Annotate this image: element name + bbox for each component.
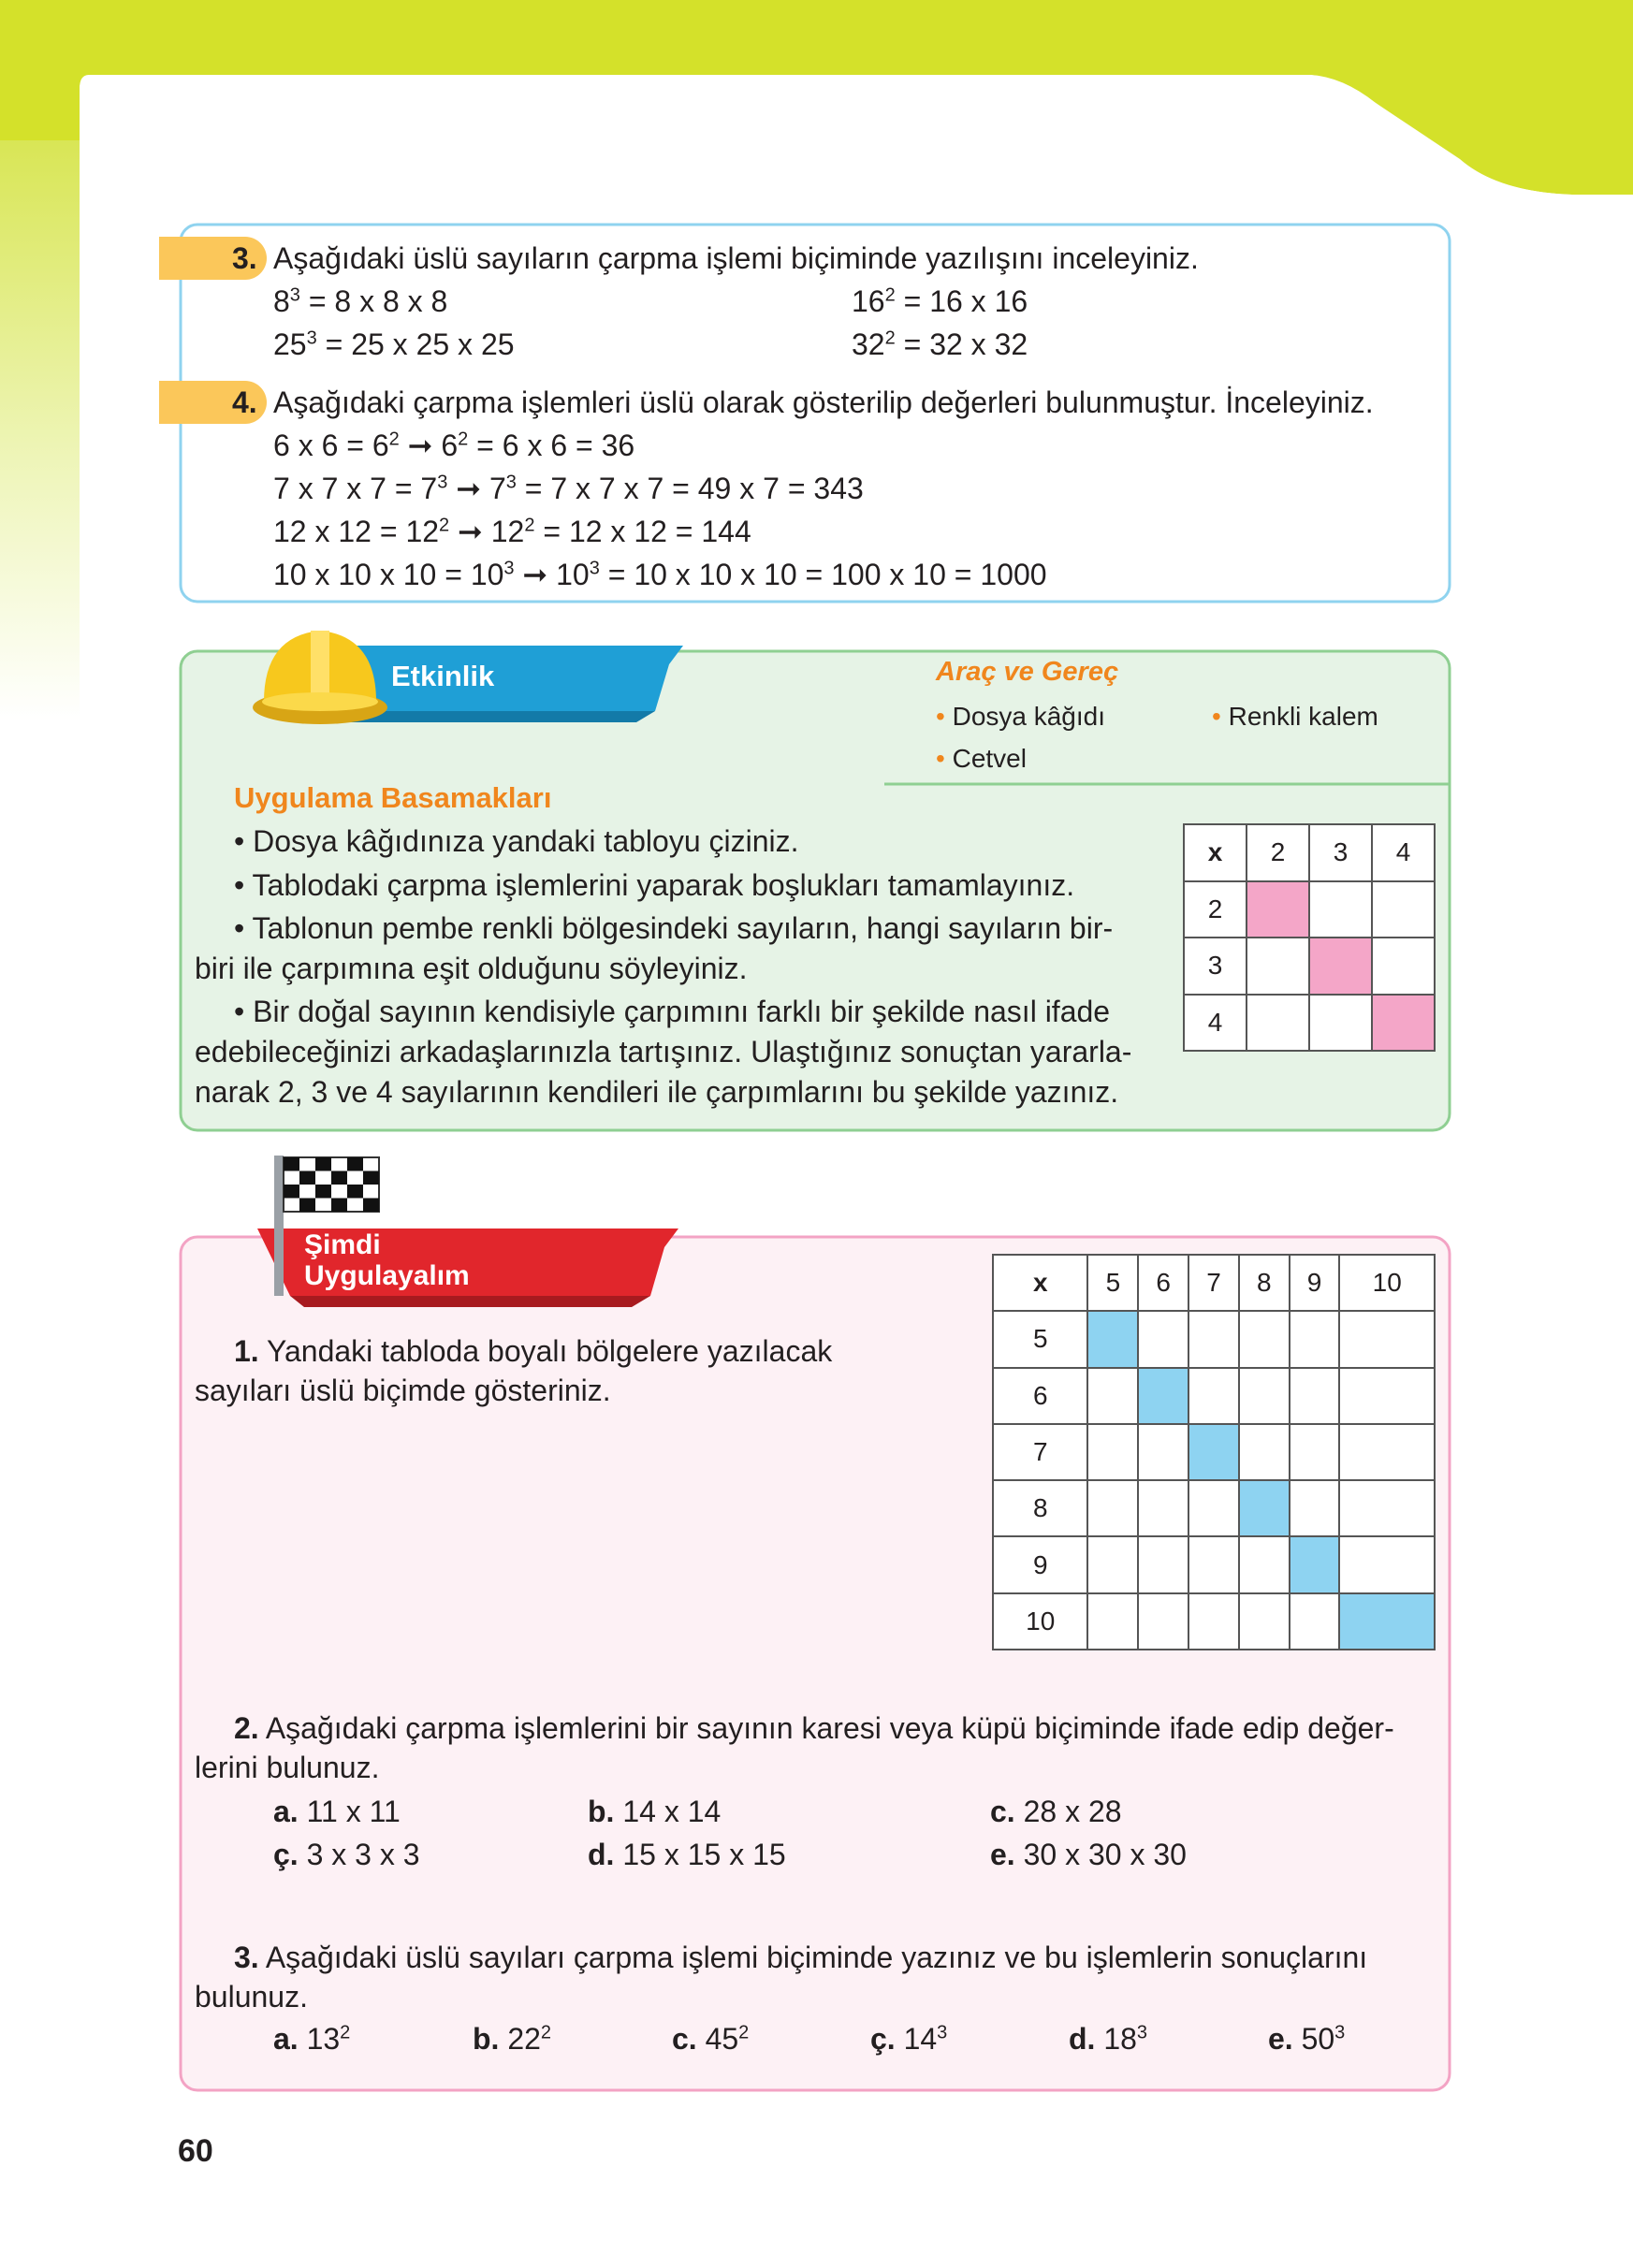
example-3-item-2: $16^2 = 16$ x 16: [852, 284, 1028, 318]
step-1: • Dosya kâğıdınıza yandaki tabloyu çiziniz.: [234, 824, 799, 858]
step-2: • Tablodaki çarpma işlemlerini yaparak boşlukları tamamlayınız.: [234, 868, 1075, 902]
practice-q3-line-1: 3. Aşağıdaki üslü sayıları çarpma işlemi biçiminde yazınız ve bu işlemlerin sonuçlarını: [234, 1941, 1368, 1974]
table-row-header: 5: [993, 1311, 1087, 1367]
practice-q2-line-2: lerini bulunuz.: [195, 1751, 380, 1784]
practice-q3-item-c: c. $45^2$: [672, 2022, 750, 2056]
step-4-line-2: edebileceğinizi arkadaşlarınızla tartışınız. Ulaştığınız sonuçtan yararla-: [195, 1035, 1132, 1069]
table-cell: [1247, 938, 1309, 995]
table-cell: [1290, 1368, 1340, 1424]
table-row-header: 9: [993, 1536, 1087, 1592]
table-header: 10: [1339, 1255, 1435, 1311]
arrow-icon: ➞: [407, 429, 433, 462]
table-cell: [1239, 1311, 1290, 1367]
steps-title: Uygulama Basamakları: [234, 781, 552, 814]
table-cell-highlighted: [1188, 1424, 1239, 1480]
table-cell: [1372, 938, 1435, 995]
tool-item-2: • Renkli kalem: [1212, 702, 1378, 731]
example-3-text: Aşağıdaki üslü sayıların çarpma işlemi biçiminde yazılışını inceleyiniz.: [273, 241, 1199, 275]
arrow-icon: ➞: [458, 515, 483, 548]
practice-q3-item-a: a. $13^2$: [273, 2022, 351, 2056]
table-cell: [1188, 1368, 1239, 1424]
table-cell: [1188, 1536, 1239, 1592]
table-cell: [1138, 1311, 1188, 1367]
step-4-line-3: narak 2, 3 ve 4 sayılarının kendileri ile çarpımlarını bu şekilde yazınız.: [195, 1075, 1119, 1109]
example-4-line-3: 12 x $12 = 12^2$ ➞ $12^2 = 12$ x 12 = 144: [273, 515, 751, 548]
table-cell: [1188, 1311, 1239, 1367]
table-cell: [1239, 1368, 1290, 1424]
table-row-header: 3: [1184, 938, 1247, 995]
page-number: 60: [178, 2133, 213, 2169]
table-cell: [1339, 1311, 1435, 1367]
table-cell: [1290, 1311, 1340, 1367]
hard-hat-icon: [253, 631, 387, 724]
table-cell: [1372, 881, 1435, 938]
example-3-item-4: $32^2 = 32$ x 32: [852, 327, 1028, 361]
practice-q2-item-cc: ç. 3 x 3 x 3: [273, 1838, 420, 1871]
practice-q1-line-2: sayıları üslü biçimde gösteriniz.: [195, 1374, 611, 1407]
table-cell: [1290, 1593, 1340, 1650]
table-cell: [1138, 1424, 1188, 1480]
practice-q2-item-c: c. 28 x 28: [990, 1795, 1122, 1828]
table-cell: [1247, 995, 1309, 1052]
table-header: 9: [1290, 1255, 1340, 1311]
table-corner: x: [993, 1255, 1087, 1311]
practice-badge-label: Şimdi Uygulayalım: [304, 1229, 470, 1291]
table-cell-highlighted: [1290, 1536, 1340, 1592]
table-header: 4: [1372, 824, 1435, 881]
practice-q1-line-1: 1. Yandaki tabloda boyalı bölgelere yazılacak: [234, 1334, 833, 1368]
tool-item-3: • Cetvel: [936, 744, 1027, 773]
table-cell-highlighted: [1138, 1368, 1188, 1424]
table-cell: [1309, 881, 1372, 938]
table-cell-highlighted: [1309, 938, 1372, 995]
table-header: 6: [1138, 1255, 1188, 1311]
table-header: 3: [1309, 824, 1372, 881]
table-cell: [1290, 1480, 1340, 1536]
practice-multiplication-table: [992, 1254, 1436, 1650]
table-cell: [1087, 1536, 1138, 1592]
table-cell: [1339, 1424, 1435, 1480]
table-cell-highlighted: [1239, 1480, 1290, 1536]
table-row-header: 7: [993, 1424, 1087, 1480]
table-cell-highlighted: [1372, 995, 1435, 1052]
practice-q3-item-e: e. $50^3$: [1268, 2022, 1346, 2056]
practice-q3-item-cc: ç. $14^3$: [870, 2022, 948, 2056]
tools-title: Araç ve Gereç: [936, 657, 1119, 687]
table-cell: [1239, 1536, 1290, 1592]
example-3-number: 3.: [232, 241, 257, 275]
table-row-header: 4: [1184, 995, 1247, 1052]
table-cell: [1188, 1593, 1239, 1650]
table-cell: [1087, 1368, 1138, 1424]
table-row-header: 2: [1184, 881, 1247, 938]
table-header: 2: [1247, 824, 1309, 881]
table-header: 8: [1239, 1255, 1290, 1311]
table-cell: [1138, 1593, 1188, 1650]
table-corner: x: [1184, 824, 1247, 881]
example-4-line-2: 7 x 7 x $7 = 7^3$ ➞ $7^3 = 7$ x 7 x 7 = 49 x 7 = 343: [273, 472, 864, 505]
arrow-icon: ➞: [456, 472, 482, 505]
practice-q3-item-b: b. $22^2$: [473, 2022, 552, 2056]
table-cell: [1138, 1536, 1188, 1592]
table-cell: [1339, 1480, 1435, 1536]
table-header: 5: [1087, 1255, 1138, 1311]
table-header: 7: [1188, 1255, 1239, 1311]
practice-q2-item-b: b. 14 x 14: [588, 1795, 722, 1828]
table-cell-highlighted: [1339, 1593, 1435, 1650]
practice-q2-item-a: a. 11 x 11: [273, 1795, 401, 1828]
example-4-text: Aşağıdaki çarpma işlemleri üslü olarak gösterilip değerleri bulunmuştur. İnceleyiniz.: [273, 385, 1374, 419]
example-3-item-1: $8^3 = 8$ x 8 x 8: [273, 284, 448, 318]
table-cell: [1339, 1536, 1435, 1592]
activity-multiplication-table: [1183, 823, 1436, 1052]
example-4-line-4: 10 x 10 x $10 = 10^3$ ➞ $10^3 = 10$ x 10 x 10 = 100 x 10 = 1000: [273, 558, 1047, 591]
step-4-line-1: • Bir doğal sayının kendisiyle çarpımını farklı bir şekilde nasıl ifade: [234, 995, 1111, 1028]
practice-q3-item-d: d. $18^3$: [1069, 2022, 1148, 2056]
table-cell: [1239, 1424, 1290, 1480]
step-3-line-2: biri ile çarpımına eşit olduğunu söyleyiniz.: [195, 952, 748, 985]
table-cell: [1138, 1480, 1188, 1536]
table-cell: [1309, 995, 1372, 1052]
practice-q2-line-1: 2. Aşağıdaki çarpma işlemlerini bir sayının karesi veya küpü biçiminde ifade edip değer-: [234, 1711, 1394, 1745]
tool-item-1: • Dosya kâğıdı: [936, 702, 1106, 731]
table-cell: [1087, 1424, 1138, 1480]
table-cell: [1087, 1593, 1138, 1650]
example-4-number: 4.: [232, 385, 257, 419]
table-cell-highlighted: [1087, 1311, 1138, 1367]
step-3-line-1: • Tablonun pembe renkli bölgesindeki sayıların, hangi sayıların bir-: [234, 911, 1114, 945]
table-row-header: 8: [993, 1480, 1087, 1536]
arrow-icon: ➞: [522, 558, 548, 591]
example-4-line-1: 6 x $6 = 6^2$ ➞ $6^2 = 6$ x 6 = 36: [273, 429, 635, 462]
practice-q3-line-2: bulunuz.: [195, 1980, 308, 2014]
practice-q2-item-e: e. 30 x 30 x 30: [990, 1838, 1187, 1871]
table-cell: [1087, 1480, 1138, 1536]
table-cell: [1339, 1368, 1435, 1424]
table-cell: [1188, 1480, 1239, 1536]
table-cell: [1239, 1593, 1290, 1650]
activity-badge-label: Etkinlik: [391, 660, 495, 692]
table-cell: [1290, 1424, 1340, 1480]
table-cell-highlighted: [1247, 881, 1309, 938]
table-row-header: 6: [993, 1368, 1087, 1424]
practice-q2-item-d: d. 15 x 15 x 15: [588, 1838, 786, 1871]
table-row-header: 10: [993, 1593, 1087, 1650]
example-3-item-3: $25^3 = 25$ x 25 x 25: [273, 327, 515, 361]
